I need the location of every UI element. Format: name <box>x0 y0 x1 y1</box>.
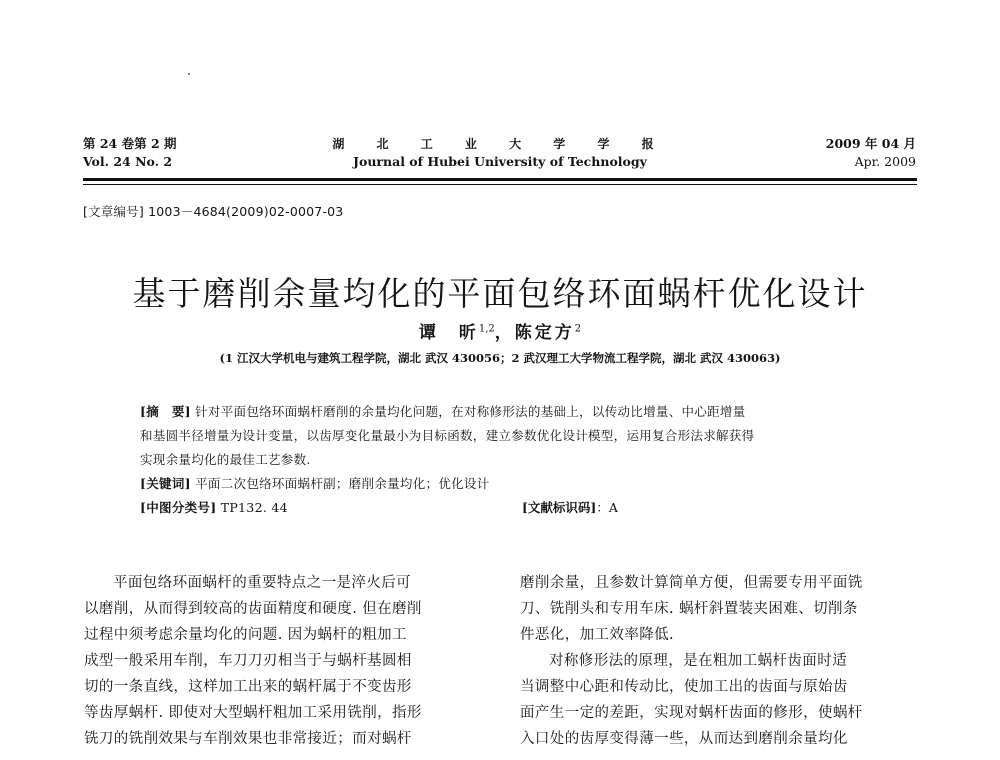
body-line: 入口处的齿厚变得薄一些，从而达到磨削余量均化 <box>520 731 848 747</box>
document-code-label: [文献标识码] <box>522 500 597 515</box>
scan-speck <box>188 73 190 75</box>
issue-en: Vol. 24 No. 2 <box>83 154 173 169</box>
abstract-text-1: 针对平面包络环面蜗杆磨削的余量均化问题，在对称修形法的基础上，以传动比增量、中心距增量 <box>190 404 746 419</box>
classification-label: [中图分类号] <box>140 500 217 515</box>
author-2-affil-mark: 2 <box>574 323 582 335</box>
classification <box>140 498 288 516</box>
date-cn: 2009 年 04 月 <box>825 136 916 151</box>
author-separator: ， <box>494 323 515 343</box>
journal-name-en: Journal of Hubei University of Technology <box>353 154 647 169</box>
date-en: Apr. 2009 <box>854 154 916 169</box>
body-column-right <box>520 570 920 752</box>
paper-title: 基于磨削余量均化的平面包络环面蜗杆优化设计 <box>132 274 868 314</box>
body-line: 磨削余量，且参数计算简单方便，但需要专用平面铣 <box>520 575 863 591</box>
article-number: [文章编号] 1003－4684(2009)02-0007-03 <box>83 204 344 219</box>
body-line: 当调整中心距和传动比，使加工出的齿面与原始齿 <box>520 679 848 695</box>
body-column-left <box>84 570 484 752</box>
journal-name-cn: 湖 北 工 业 大 学 学 报 <box>332 137 668 151</box>
abstract-line-3: 实现余量均化的最佳工艺参数. <box>140 452 311 467</box>
body-line: 以磨削，从而得到较高的齿面精度和硬度. 但在磨削 <box>84 601 422 617</box>
keywords <box>140 474 490 492</box>
issue-cn: 第 24 卷第 2 期 <box>83 136 177 151</box>
journal-name <box>300 135 700 171</box>
issue-info <box>83 135 177 171</box>
body-line: 刀、铣削头和专用车床. 蜗杆斜置装夹困难、切削条 <box>520 601 858 617</box>
abstract-label: [摘 要] <box>140 404 191 419</box>
body-line: 切的一条直线，这样加工出来的蜗杆属于不变齿形 <box>84 679 412 695</box>
document-code <box>522 498 618 516</box>
classification-code: TP132. 44 <box>216 500 288 515</box>
body-line: 面产生一定的差距，实现对蜗杆齿面的修形，使蜗杆 <box>520 705 863 721</box>
publish-date <box>826 135 916 171</box>
body-line: 等齿厚蜗杆. 即使对大型蜗杆粗加工采用铣削，指形 <box>84 705 422 721</box>
document-code-value: ：A <box>596 500 618 515</box>
author-line <box>0 318 1000 343</box>
abstract-line-2: 和基圆半径增量为设计变量，以齿厚变化量最小为目标函数，建立参数优化设计模型，运用复合形法求解获得 <box>140 428 755 443</box>
body-line: 成型一般采用车削，车刀刀刃相当于与蜗杆基圆相 <box>84 653 412 669</box>
keywords-label: [关键词] <box>140 476 191 491</box>
body-line: 平面包络环面蜗杆的重要特点之一是淬火后可 <box>113 575 411 591</box>
author-1: 谭 昕 <box>418 323 479 343</box>
body-line: 铣刀的铣削效果与车削效果也非常接近；而对蜗杆 <box>84 731 412 747</box>
abstract-line-1 <box>140 402 746 420</box>
body-line: 过程中须考虑余量均化的问题. 因为蜗杆的粗加工 <box>84 627 407 643</box>
author-1-affil-mark: 1,2 <box>478 323 495 335</box>
affiliations: (1 江汉大学机电与建筑工程学院，湖北 武汉 430056；2 武汉理工大学物流工程学院，湖北 武汉 430063) <box>219 351 781 365</box>
header-rule-thick <box>83 178 917 181</box>
author-2: 陈定方 <box>514 323 575 343</box>
keywords-text: 平面二次包络环面蜗杆副；磨削余量均化；优化设计 <box>190 476 490 491</box>
body-line: 对称修形法的原理，是在粗加工蜗杆齿面时适 <box>549 653 847 669</box>
header-rule-thin <box>83 184 917 185</box>
body-line: 件恶化，加工效率降低. <box>520 627 675 643</box>
